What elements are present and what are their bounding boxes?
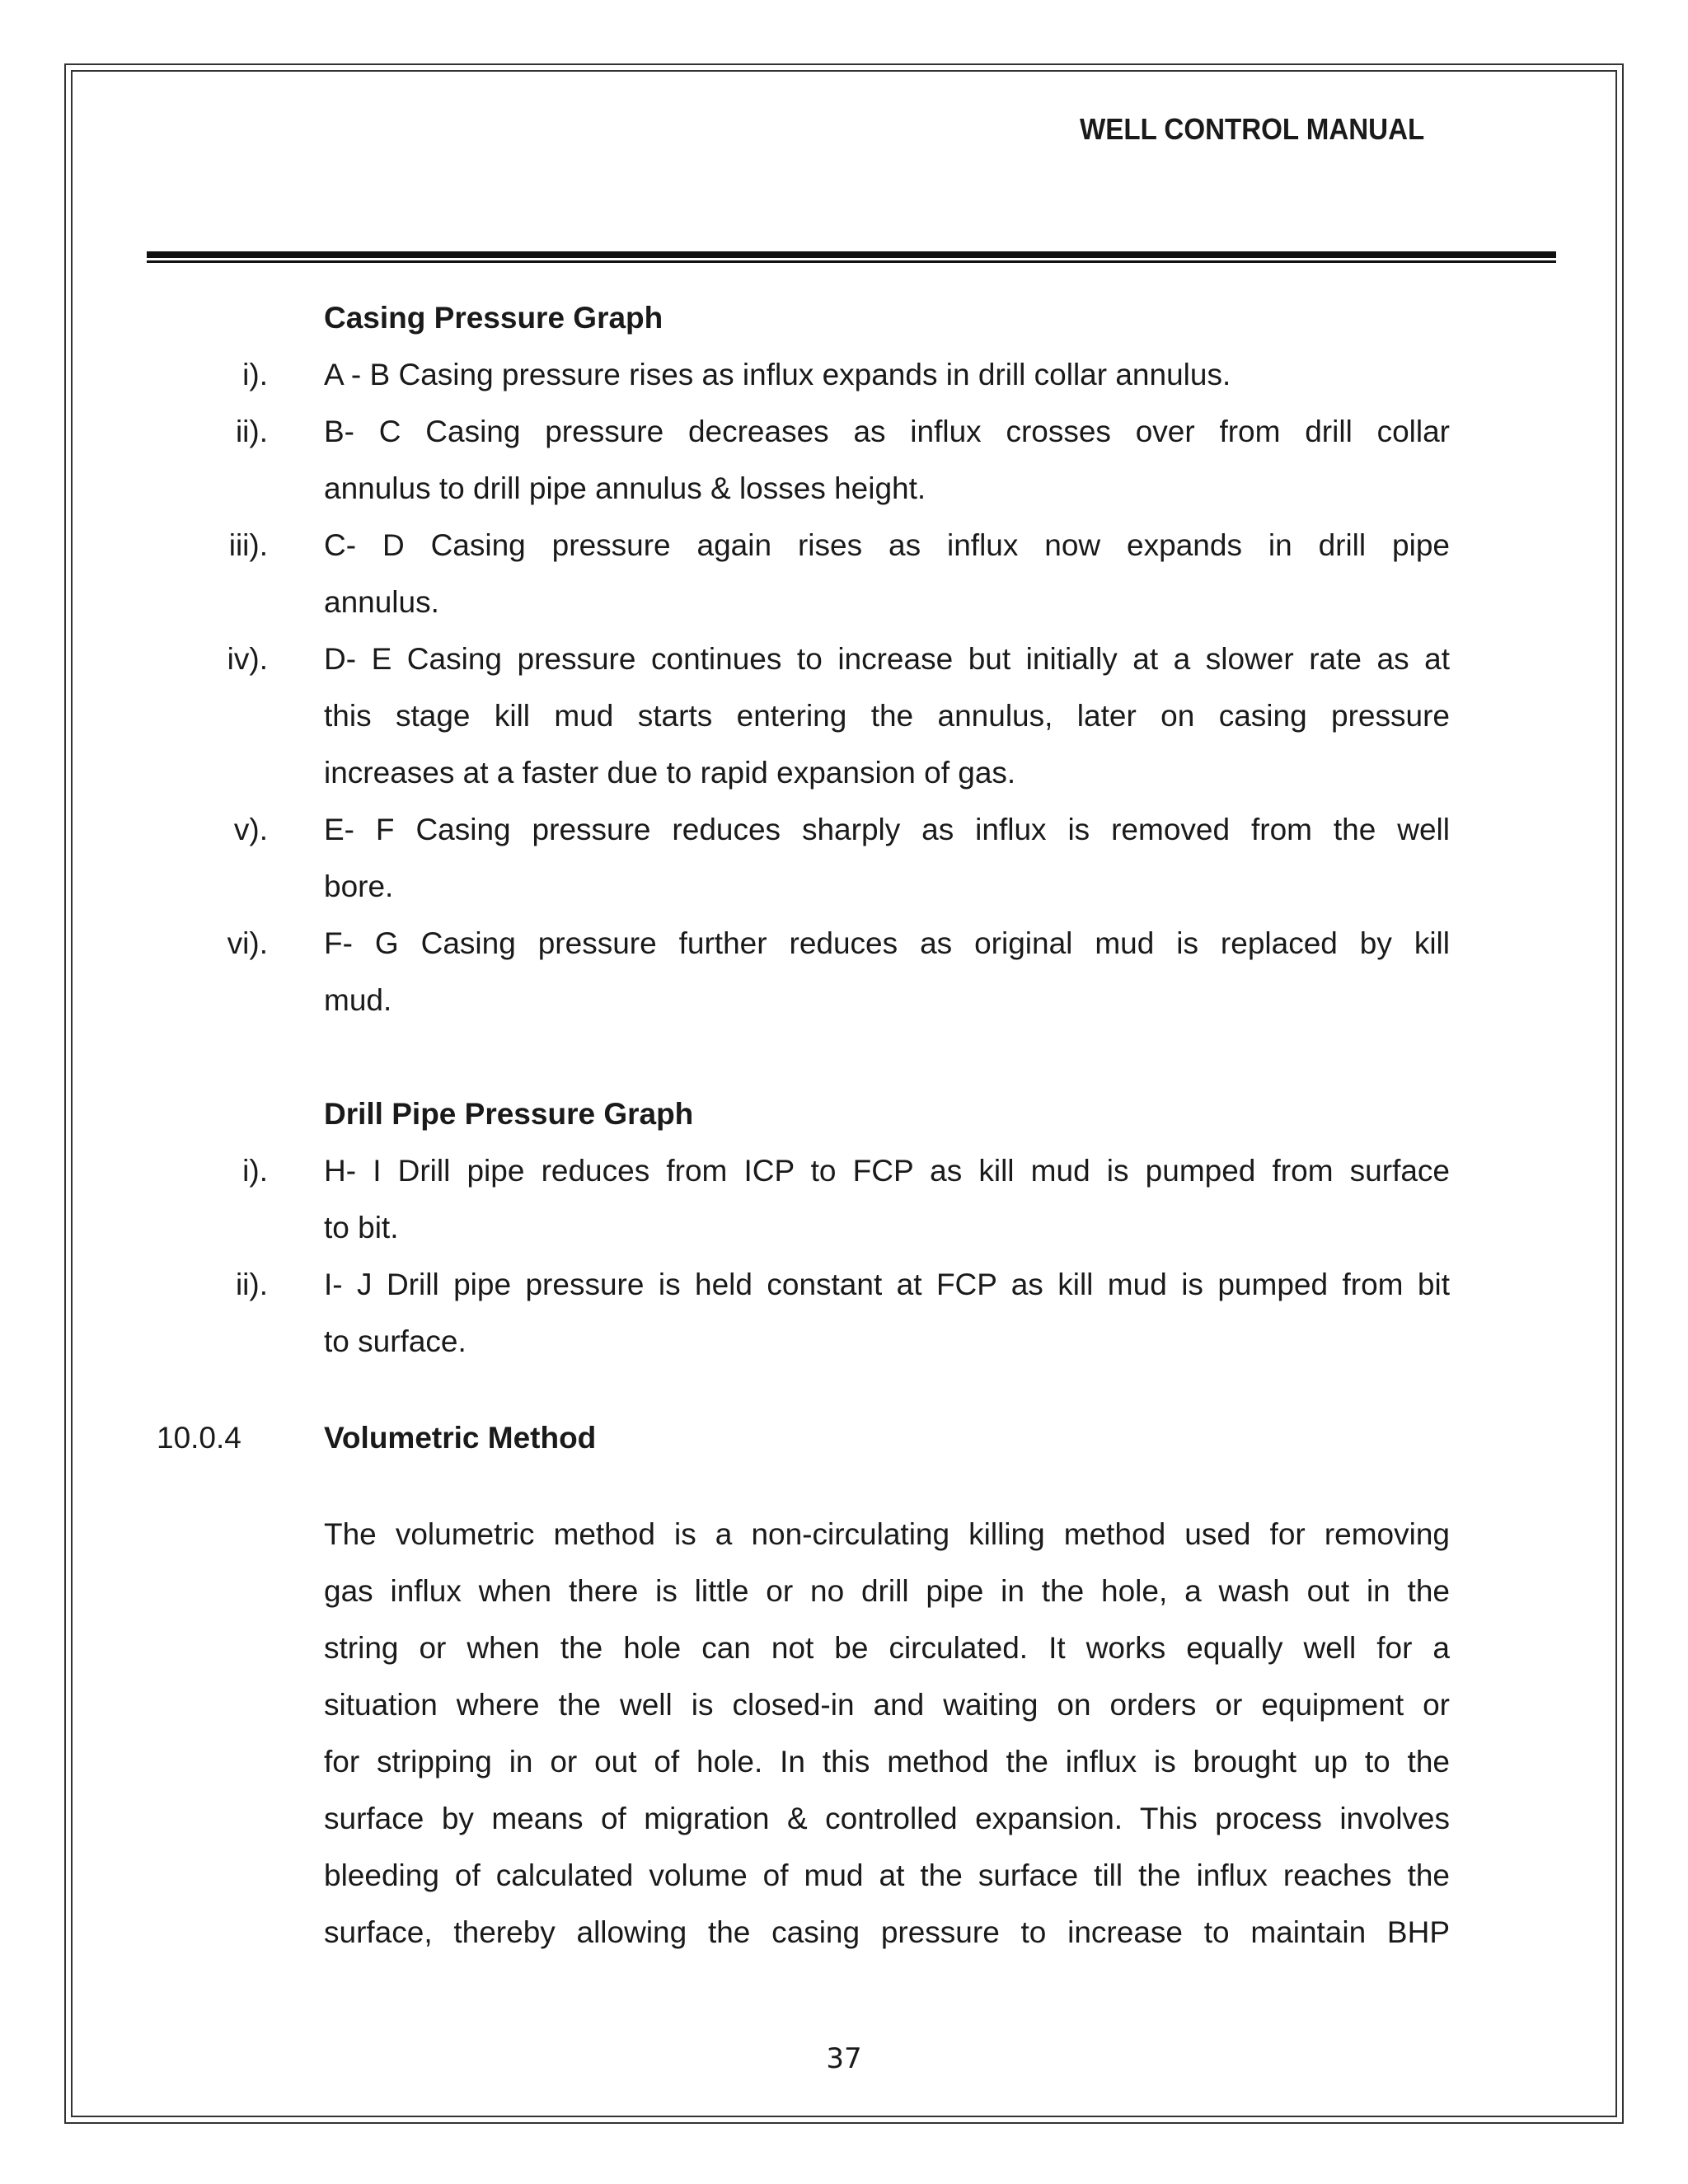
running-header: WELL CONTROL MANUAL <box>1080 112 1425 146</box>
header-rule-thin <box>147 260 1556 263</box>
casing-item-1-number: i). <box>242 358 268 391</box>
casing-item-4-line-2: this stage kill mud starts entering the annulus, later on casing pressure <box>324 699 1450 733</box>
section-paragraph-line-2: gas influx when there is little or no drill pipe in the hole, a wash out in the <box>324 1574 1450 1608</box>
drillpipe-item-1-number: i). <box>242 1154 268 1188</box>
casing-item-2-line-2: annulus to drill pipe annulus & losses height. <box>324 471 926 505</box>
casing-item-6-number: vi). <box>227 926 268 960</box>
casing-item-3-line-2: annulus. <box>324 585 439 619</box>
casing-item-4-line-3: increases at a faster due to rapid expansion of gas. <box>324 756 1016 790</box>
casing-item-5-line-1: E- F Casing pressure reduces sharply as influx is removed from the well <box>324 813 1450 846</box>
casing-item-5-line-2: bore. <box>324 869 394 903</box>
header-rule-thick <box>147 251 1556 258</box>
casing-item-5-number: v). <box>233 813 268 846</box>
casing-item-1-line-1: A - B Casing pressure rises as influx expands in drill collar annulus. <box>324 358 1231 391</box>
casing-item-4-line-1: D- E Casing pressure continues to increase but initially at a slower rate as at <box>324 642 1450 676</box>
drillpipe-item-2-number: ii). <box>235 1268 268 1301</box>
section-paragraph-line-7: bleeding of calculated volume of mud at the surface till the influx reaches the <box>324 1858 1450 1892</box>
drillpipe-heading: Drill Pipe Pressure Graph <box>324 1097 694 1131</box>
drillpipe-item-2-line-2: to surface. <box>324 1324 467 1358</box>
casing-item-6-line-1: F- G Casing pressure further reduces as original mud is replaced by kill <box>324 926 1450 960</box>
section-paragraph-line-3: string or when the hole can not be circulated. It works equally well for a <box>324 1631 1450 1665</box>
casing-heading: Casing Pressure Graph <box>324 301 663 335</box>
drillpipe-item-2-line-1: I- J Drill pipe pressure is held constant at FCP as kill mud is pumped from bit <box>324 1268 1450 1301</box>
drillpipe-item-1-line-2: to bit. <box>324 1211 399 1244</box>
section-paragraph-line-8: surface, thereby allowing the casing pressure to increase to maintain BHP <box>324 1915 1450 1949</box>
section-paragraph-line-5: for stripping in or out of hole. In this method the influx is brought up to the <box>324 1745 1450 1779</box>
casing-item-6-line-2: mud. <box>324 983 392 1017</box>
section-paragraph-line-1: The volumetric method is a non-circulating killing method used for removing <box>324 1517 1450 1551</box>
casing-item-2-number: ii). <box>235 415 268 448</box>
casing-item-2-line-1: B- C Casing pressure decreases as influx crosses over from drill collar <box>324 415 1450 448</box>
casing-item-3-number: iii). <box>228 528 268 562</box>
casing-item-4-number: iv). <box>227 642 268 676</box>
page-number: 37 <box>826 2042 862 2075</box>
section-paragraph-line-4: situation where the well is closed-in and waiting on orders or equipment or <box>324 1688 1450 1722</box>
casing-item-3-line-1: C- D Casing pressure again rises as influx now expands in drill pipe <box>324 528 1450 562</box>
section-number: 10.0.4 <box>157 1421 241 1455</box>
section-paragraph-line-6: surface by means of migration & controlled expansion. This process involves <box>324 1802 1450 1835</box>
section-title: Volumetric Method <box>324 1421 597 1455</box>
drillpipe-item-1-line-1: H- I Drill pipe reduces from ICP to FCP as kill mud is pumped from surface <box>324 1154 1450 1188</box>
